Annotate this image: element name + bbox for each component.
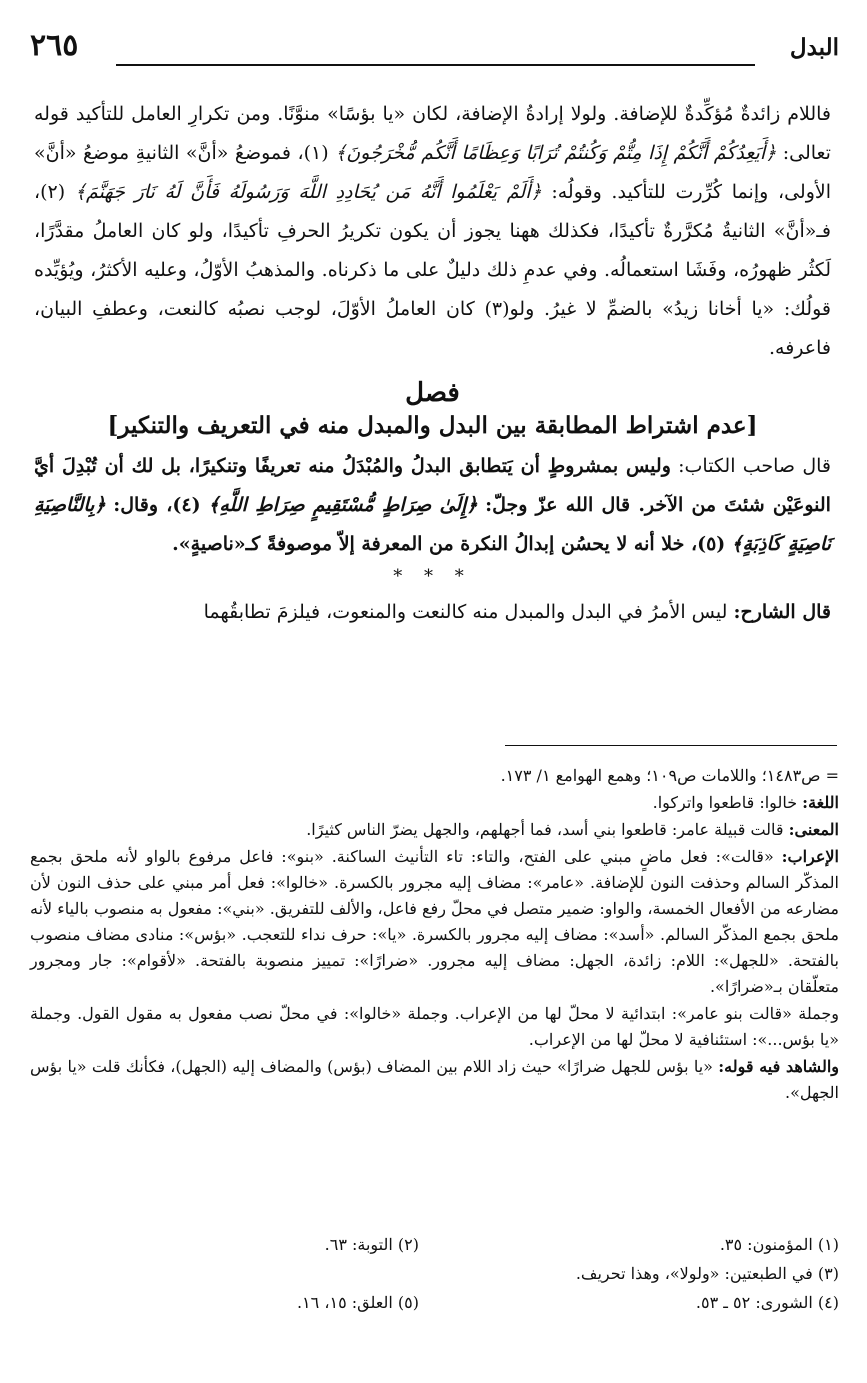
footnote-lugha: [30, 790, 839, 816]
running-title: البدل: [789, 34, 839, 61]
quran-quote: ﴿بِالنَّاصِيَةِ نَاصِيَةٍ كَاذِبَةٍ﴾: [34, 494, 831, 555]
footnote-text: قالت قبيلة عامر: قاطعوا بني أسد، فما أجهلهم، والجهل يضرّ الناس كثيرًا.: [306, 820, 784, 839]
matn-intro: قال صاحب الكتاب:: [678, 455, 831, 477]
footnote-text: «يا بؤس للجهل ضرارًا» حيث زاد اللام بين المضاف (بؤس) والمضاف إليه (الجهل)، فكأنك قلت «يا بؤس الجهل».: [30, 1057, 839, 1102]
footnote-text: «قالت»: فعل ماضٍ مبني على الفتح، والتاء: تاء التأنيث الساكنة. «بنو»: فاعل مرفوع بالواو لأنه ملحق بجمع المذكّر السالم وحذفت النون للإضافة. «عامر»: مضاف إليه مجرور بالكسرة. «خالوا»: فعل أمر مبني على حذف النون لأن مضارعه من الأفعال الخمسة، والواو: ضمير متصل في محلّ رفع فاعل، والألف للتفريق. «بني»: مفعول به منصوب بالياء لأنه ملحق بجمع المذكّر السالم. «أسد»: مضاف إليه مجرور بالكسرة. «يا»: حرف نداء للتعجب. «بؤس»: منادى مضاف منصوب بالفتحة. «للجهل»: اللام: زائدة، الجهل: مضاف إليه مجرور. «ضرارًا»: تمييز منصوبة بالفتحة. «لأقوام»: جار ومجرور متعلّقان بـ«ضرارًا».: [30, 847, 839, 996]
header-rule: [116, 64, 755, 66]
section-subtitle: [عدم اشتراط المطابقة بين البدل والمبدل منه في التعريف والتنكير]: [107, 412, 758, 439]
matn-text: (٥)، خلا أنه لا يحسُن إبدالُ النكرة من المعرفة إلاّ موصوفةً كـ«ناصيةٍ».: [172, 533, 726, 555]
references: [30, 1230, 839, 1317]
footnote-shahid: [30, 1054, 839, 1106]
sharh-text: ليس الأمرُ في البدل والمبدل منه كالنعت والمنعوت، فيلزمَ تطابقُهما: [203, 601, 728, 623]
matn-paragraph: [34, 447, 831, 564]
footnote-divider: [505, 745, 837, 746]
body-text: فاللام زائدةٌ مُؤكِّدةٌ للإضافة. ولولا إرادةُ الإضافة، لكان «يا بؤسًا» منوَّنًا. ومن تكرارِ العامل للتأكيد قوله تعالى:: [34, 103, 831, 164]
footnote-label: المعنى:: [788, 820, 839, 839]
footnote-text: خالوا: قاطعوا واتركوا.: [652, 793, 798, 812]
quran-quote: ﴿أَيَعِدُكُمْ أَنَّكُمْ إِذَا مِتُّمْ وَكُنتُمْ تُرَابًا وَعِظَامًا أَنَّكُم مُّخْرَجُونَ﴾: [335, 142, 777, 164]
footnote-label: الإعراب:: [781, 847, 839, 866]
footnote-label: اللغة:: [802, 793, 839, 812]
reference-row: [30, 1259, 839, 1288]
reference-item: (٤) الشورى: ٥٢ ـ ٥٣.: [695, 1293, 839, 1312]
main-text: [34, 95, 831, 632]
footnote-jumla: وجملة «قالت بنو عامر»: ابتدائية لا محلّ لها من الإعراب. وجملة «خالوا»: في محلّ نصب مفعول به مقول القول. وجملة «يا بؤس...»: استئنافية لا محلّ لها من الإعراب.: [30, 1004, 839, 1049]
reference-row: [30, 1288, 839, 1317]
page-number: ٢٦٥: [30, 28, 79, 63]
separator-stars: * * *: [393, 566, 472, 587]
footnotes: [30, 763, 839, 1107]
matn-text: وليس بمشروطٍ أن يَتطابق البدلُ والمُبْدَلُ منه تعريفًا وتنكيرًا، بل لك أن تُبْدِلَ أيَّ النوعَيْن شئتَ من الآخر. قال الله عزّ وجلّ:: [34, 455, 831, 516]
footnote-maana: [30, 817, 839, 843]
reference-row: [30, 1230, 839, 1259]
reference-item: (٣) في الطبعتين: «ولولا»، وهذا تحريف.: [575, 1264, 839, 1283]
footnote-label: والشاهد فيه قوله:: [718, 1057, 839, 1076]
footnote-irab: [30, 844, 839, 1000]
reference-item: (٥) العلق: ١٥، ١٦.: [296, 1293, 419, 1312]
page-header: [30, 28, 839, 72]
reference-item: (١) المؤمنون: ٣٥.: [719, 1235, 839, 1254]
quran-quote: ﴿إِلَىٰ صِرَاطٍ مُّسْتَقِيمٍ صِرَاطِ اللَّهِ﴾: [208, 494, 478, 516]
quran-quote: ﴿أَلَمْ يَعْلَمُوا أَنَّهُ مَن يُحَادِدِ اللَّهَ وَرَسُولَهُ فَأَنَّ لَهُ نَارَ جَهَنَّمَ﴾: [74, 181, 542, 203]
matn-text: (٤)، وقال:: [113, 494, 201, 516]
body-text: (١)، فموضعُ «أنَّ» الثانيةِ موضعُ «أنَّ» الأولى، وإنما كُرِّرت للتأكيد. وقولُه:: [34, 142, 832, 203]
body-text: (٢)، فـ«أنَّ» الثانيةُ مُكرَّرةٌ تأكيدًا، فكذلك ههنا يجوز أن يكون تكريرُ الحرفِ تأكيدًا، ولو كان العاملُ مقدَّرًا، لَكثُر ظهورُه، وفَشَا استعمالُه. وفي عدمِ ذلك دليلٌ على ما ذكرناه. والمذهبُ الأوّلُ، وعليه الأكثرُ، ويُؤيِّده قولُك: «يا أخانا زيدُ» بالضمِّ لا غيرُ. ولو(٣) كان العاملُ الأوّلَ، لوجب نصبُه كالنعت، وعطفِ البيان، فاعرفه.: [34, 181, 831, 359]
section-title: فصل: [405, 378, 460, 408]
footnote-continuation: = ص١٤٨٣؛ واللامات ص١٠٩؛ وهمع الهوامع ١/ ١٧٣.: [500, 766, 839, 785]
body-paragraph: [34, 95, 831, 368]
reference-item: (٢) التوبة: ٦٣.: [324, 1235, 419, 1254]
sharh-label: قال الشارح:: [733, 601, 831, 623]
sharh-paragraph: [34, 593, 831, 632]
